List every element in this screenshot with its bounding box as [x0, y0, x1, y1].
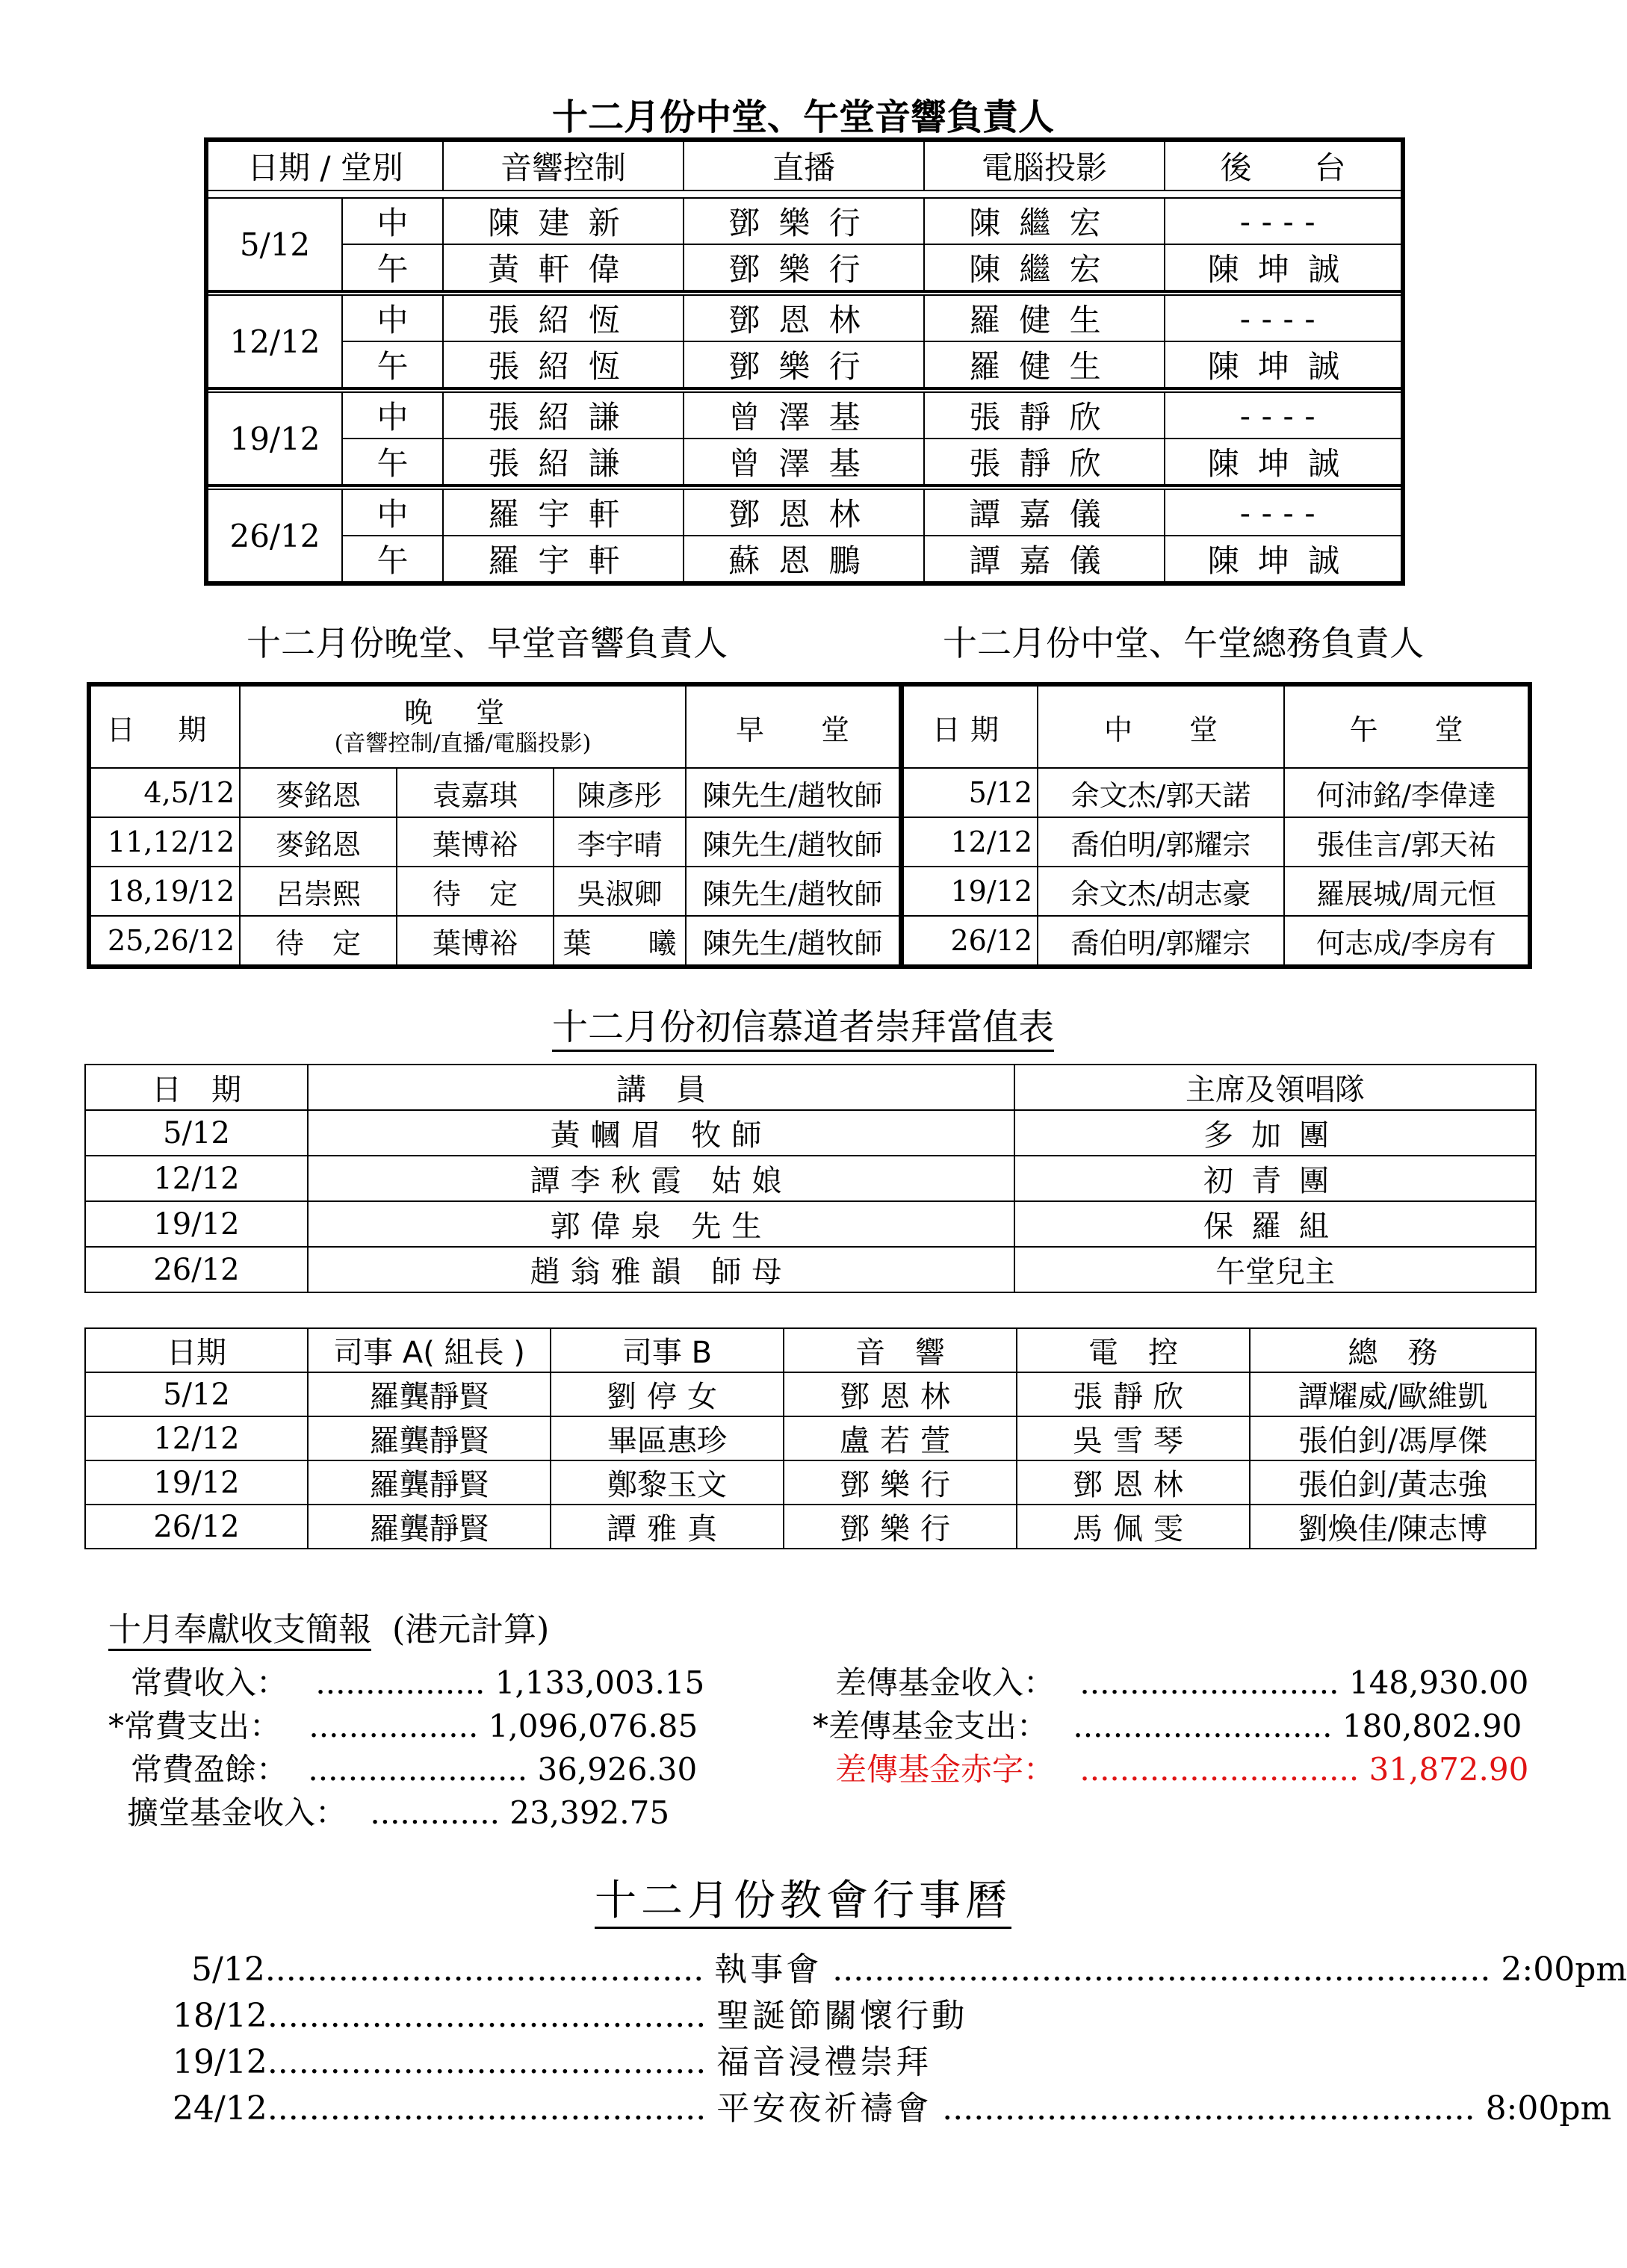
table-row: [85, 1201, 1536, 1247]
t5-cell: 譚雅真: [551, 1505, 784, 1549]
table-row: [208, 439, 1401, 486]
t1-cell: 張紹謙: [443, 439, 684, 486]
finance-right-row: [835, 1658, 1528, 1703]
t1-cell: 曾澤基: [684, 392, 924, 439]
t3-table: [902, 685, 1529, 966]
calendar-event: [173, 1989, 967, 2036]
t4-speaker: 趙翁雅韻 師母: [308, 1247, 1014, 1292]
table-row: [903, 867, 1528, 916]
t1-cell: 蘇恩鵬: [684, 536, 924, 582]
t4-speaker: 黃幗眉 牧師: [308, 1110, 1014, 1156]
t5-cell: 鄧樂行: [784, 1505, 1017, 1549]
t4-h-date: 日 期: [85, 1065, 308, 1110]
t2-cell: 陳先生/趙牧師: [686, 916, 899, 965]
finance-label: *差傳基金支出：: [813, 1708, 1049, 1744]
t1-table: [207, 140, 1402, 583]
t2-cell: 陳先生/趙牧師: [686, 817, 899, 867]
t5-cell: 張伯釗/黃志強: [1250, 1460, 1536, 1505]
t2-h-evening: [240, 686, 686, 768]
t1-svc: 午: [342, 536, 443, 582]
finance-title: [108, 1602, 549, 1650]
event-time: 8:00pm: [1485, 2089, 1612, 2128]
t5-cell: 劉煥佳/陳志博: [1250, 1505, 1536, 1549]
event-time: 2:00pm: [1501, 1951, 1627, 1989]
table-row: [85, 1156, 1536, 1201]
finance-value: 23,392.75: [509, 1794, 670, 1831]
event-date: 5/12: [191, 1951, 265, 1989]
table-row: [903, 916, 1528, 965]
t4-team: 保羅組: [1014, 1201, 1536, 1247]
table-row: [85, 1110, 1536, 1156]
t2-date: 4,5/12: [90, 768, 240, 817]
t2-date: 18,19/12: [90, 867, 240, 916]
t2-cell: 待 定: [397, 867, 554, 916]
t1-cell: 陳建新: [443, 198, 684, 244]
event-dots: ...............................................................: [832, 1951, 1491, 1989]
t5-cell: 盧若萱: [784, 1416, 1017, 1460]
finance-dots: ......................: [308, 1751, 528, 1788]
t1-cell: 陳坤誠: [1165, 244, 1401, 291]
t1-cell: 鄧樂行: [684, 341, 924, 388]
t5-cell: 鄧恩林: [1017, 1460, 1250, 1505]
t2-cell: 葉博裕: [397, 817, 554, 867]
event-dots: ...................................................: [942, 2089, 1475, 2128]
t1-cell: 譚嘉儀: [924, 489, 1165, 536]
finance-label: 常費收入：: [131, 1664, 288, 1701]
t1-cell: ----: [1165, 198, 1401, 244]
t5-cell: 畢區惠珍: [551, 1416, 784, 1460]
table-row: [90, 817, 899, 867]
t2-date: 11,12/12: [90, 817, 240, 867]
t1-h-proj: 電腦投影: [924, 141, 1165, 190]
t5-table: [84, 1327, 1537, 1549]
t4-team: 午堂兒主: [1014, 1247, 1536, 1292]
finance-left-row: [108, 1702, 698, 1747]
t1-cell: 陳坤誠: [1165, 341, 1401, 388]
t3-date: 5/12: [903, 768, 1038, 817]
calendar-event: [173, 2035, 932, 2083]
t1-title: 十二月份中堂、午堂音響負責人: [0, 88, 1606, 140]
t1-h-sound: 音響控制: [443, 141, 684, 190]
t5-cell: 張伯釗/馮厚傑: [1250, 1416, 1536, 1460]
t5-h-ctrl: 電 控: [1017, 1328, 1250, 1372]
t1-cell: 張紹恆: [443, 341, 684, 388]
finance-label: 常費盈餘：: [131, 1751, 288, 1788]
finance-title-text: 十月奉獻收支簡報: [108, 1611, 371, 1651]
t1-svc: 午: [342, 341, 443, 388]
event-dots: ..........................................: [267, 1997, 707, 2035]
t5-cell: 羅龔靜賢: [308, 1372, 551, 1416]
t1-date: 5/12: [208, 198, 342, 291]
t5-cell: 羅龔靜賢: [308, 1505, 551, 1549]
t1-cell: ----: [1165, 489, 1401, 536]
finance-value: 36,926.30: [537, 1751, 698, 1788]
calendar-event: [191, 1942, 1627, 1990]
t2-cell: 待 定: [240, 916, 397, 965]
t5-cell: 劉停女: [551, 1372, 784, 1416]
t2-h-date: 日 期: [90, 686, 240, 768]
table-row: [208, 341, 1401, 388]
t1-header-row: [208, 141, 1401, 190]
t1-date: 26/12: [208, 489, 342, 582]
table-row: [85, 1247, 1536, 1292]
t2-cell: 陳先生/趙牧師: [686, 768, 899, 817]
t1-cell: 張靜欣: [924, 392, 1165, 439]
t1-cell: 陳坤誠: [1165, 439, 1401, 486]
t3-cell: 羅展城/周元恒: [1284, 867, 1528, 916]
t2-cell: 葉博裕: [397, 916, 554, 965]
t3-cell: 何志成/李房有: [1284, 916, 1528, 965]
finance-dots: ..........................: [1073, 1708, 1333, 1744]
finance-right-row: [813, 1702, 1522, 1747]
finance-label: *常費支出：: [108, 1708, 282, 1744]
t3-h-aft: 午 堂: [1284, 686, 1528, 768]
t1-svc: 午: [342, 439, 443, 486]
t1-cell: 陳繼宏: [924, 244, 1165, 291]
calendar-title: 十二月份教會行事曆: [0, 1868, 1606, 1927]
t5-cell: 鄧恩林: [784, 1372, 1017, 1416]
t2-h-evening-sub: (音響控制/直播/電腦投影): [334, 730, 592, 757]
t5-cell: 吳雪琴: [1017, 1416, 1250, 1460]
t1-cell: 鄧樂行: [684, 198, 924, 244]
t2-cell: 呂崇熙: [240, 867, 397, 916]
event-dots: ..........................................: [267, 2089, 707, 2128]
table-row: [903, 768, 1528, 817]
t1-cell: 羅健生: [924, 295, 1165, 341]
t4-date: 26/12: [85, 1247, 308, 1292]
t5-cell: 羅龔靜賢: [308, 1460, 551, 1505]
t5-h-a: 司事 A( 組長 ): [308, 1328, 551, 1372]
t1-h-live: 直播: [684, 141, 924, 190]
t2-cell: 陳先生/趙牧師: [686, 867, 899, 916]
table-row: [85, 1460, 1536, 1505]
t1-cell: 鄧恩林: [684, 295, 924, 341]
t4-date: 19/12: [85, 1201, 308, 1247]
event-name: 平安夜祈禱會: [716, 2089, 932, 2128]
table-row: [208, 244, 1401, 291]
table-row: [90, 768, 899, 817]
t5-cell: 馬佩雯: [1017, 1505, 1250, 1549]
t2-cell: 袁嘉琪: [397, 768, 554, 817]
table-row: [85, 1505, 1536, 1549]
t3-cell: 余文杰/胡志豪: [1038, 867, 1284, 916]
finance-value: 180,802.90: [1342, 1708, 1522, 1744]
finance-label: 差傳基金收入：: [835, 1664, 1056, 1701]
table-row: [85, 1416, 1536, 1460]
event-name: 福音浸禮崇拜: [716, 2043, 932, 2081]
t4-speaker: 郭偉泉 先生: [308, 1201, 1014, 1247]
finance-dots: .................: [309, 1708, 479, 1744]
t5-date: 12/12: [85, 1416, 308, 1460]
t1-cell: 陳坤誠: [1165, 536, 1401, 582]
t2-h-morning: 早 堂: [686, 686, 899, 768]
t5-header-row: [85, 1328, 1536, 1372]
finance-value: 31,872.90: [1369, 1751, 1529, 1788]
table-row: [208, 392, 1401, 439]
t2-cell: 李宇晴: [554, 817, 686, 867]
t5-h-gen: 總 務: [1250, 1328, 1536, 1372]
calendar-event: [173, 2081, 1611, 2129]
t2-h-evening-label: 晚 堂: [404, 696, 521, 730]
t3-date: 12/12: [903, 817, 1038, 867]
t1-cell: 羅健生: [924, 341, 1165, 388]
t5-h-date: 日期: [85, 1328, 308, 1372]
t3-date: 19/12: [903, 867, 1038, 916]
t4-table: [84, 1064, 1537, 1293]
t4-h-team: 主席及領唱隊: [1014, 1065, 1536, 1110]
t4-date: 5/12: [85, 1110, 308, 1156]
t1-cell: 鄧恩林: [684, 489, 924, 536]
finance-value: 148,930.00: [1348, 1664, 1529, 1701]
event-dots: ..........................................: [264, 1951, 704, 1989]
t4-team: 初青團: [1014, 1156, 1536, 1201]
t2-title: 十二月份晚堂、早堂音響負責人: [247, 623, 728, 663]
finance-deficit-row: [835, 1745, 1528, 1790]
t5-h-sound: 音 響: [784, 1328, 1017, 1372]
event-date: 18/12: [173, 1997, 267, 2035]
table-row: [208, 489, 1401, 536]
finance-title-note: (港元計算): [392, 1611, 550, 1649]
finance-left-row: [127, 1788, 669, 1833]
t1-h-date: 日期 / 堂別: [208, 141, 443, 190]
t3-title: 十二月份中堂、午堂總務負責人: [943, 623, 1424, 663]
t1-cell: 曾澤基: [684, 439, 924, 486]
t2-cell: 陳彥彤: [554, 768, 686, 817]
t1-date: 12/12: [208, 295, 342, 388]
t4-title: 十二月份初信慕道者崇拜當值表: [0, 998, 1606, 1050]
t3-h-mid: 中 堂: [1038, 686, 1284, 768]
event-date: 24/12: [173, 2089, 267, 2128]
t1-svc: 中: [342, 392, 443, 439]
t3-cell: 何沛銘/李偉達: [1284, 768, 1528, 817]
t1-cell: 羅宇軒: [443, 536, 684, 582]
t1-svc: 中: [342, 198, 443, 244]
t1-svc: 中: [342, 489, 443, 536]
t5-h-b: 司事 B: [551, 1328, 784, 1372]
finance-left-row: [131, 1745, 697, 1790]
t1-h-back: 後 台: [1165, 141, 1401, 190]
t3-header-row: [903, 686, 1528, 768]
t1-cell: 羅宇軒: [443, 489, 684, 536]
finance-dots: .............: [370, 1794, 500, 1831]
t5-cell: 鄧樂行: [784, 1460, 1017, 1505]
t1-date: 19/12: [208, 392, 342, 486]
t2-cell: 吳淑卿: [554, 867, 686, 916]
t1-cell: 張靜欣: [924, 439, 1165, 486]
table-row: [208, 295, 1401, 341]
t5-cell: 羅龔靜賢: [308, 1416, 551, 1460]
t3-cell: 喬伯明/郭耀宗: [1038, 916, 1284, 965]
event-dots: ..........................................: [267, 2043, 707, 2081]
t3-cell: 余文杰/郭天諾: [1038, 768, 1284, 817]
table-row: [90, 867, 899, 916]
t3-h-date: 日期: [903, 686, 1038, 768]
t4-h-speaker: 講 員: [308, 1065, 1014, 1110]
t2-header-row: [90, 686, 899, 768]
event-name: 聖誕節關懷行動: [716, 1997, 968, 2035]
finance-value: 1,133,003.15: [495, 1664, 705, 1701]
finance-label: 擴堂基金收入：: [127, 1794, 347, 1831]
t1-cell: ----: [1165, 392, 1401, 439]
t1-cell: 陳繼宏: [924, 198, 1165, 244]
t1-cell: 譚嘉儀: [924, 536, 1165, 582]
t1-cell: 張紹謙: [443, 392, 684, 439]
t4-speaker: 譚李秋霞 姑娘: [308, 1156, 1014, 1201]
t1-cell: 鄧樂行: [684, 244, 924, 291]
finance-value: 1,096,076.85: [488, 1708, 698, 1744]
finance-label: 差傳基金赤字：: [835, 1751, 1056, 1788]
t2-cell: 麥銘恩: [240, 768, 397, 817]
t1-svc: 中: [342, 295, 443, 341]
t2-date: 25,26/12: [90, 916, 240, 965]
t5-cell: 張靜欣: [1017, 1372, 1250, 1416]
t4-team: 多加團: [1014, 1110, 1536, 1156]
t5-date: 19/12: [85, 1460, 308, 1505]
t1-cell: 張紹恆: [443, 295, 684, 341]
t5-date: 5/12: [85, 1372, 308, 1416]
t5-cell: 鄭黎玉文: [551, 1460, 784, 1505]
event-date: 19/12: [173, 2043, 267, 2081]
finance-dots: .................: [315, 1664, 486, 1701]
finance-dots: ..........................: [1079, 1664, 1339, 1701]
t2-table: [90, 685, 900, 966]
t5-date: 26/12: [85, 1505, 308, 1549]
t4-date: 12/12: [85, 1156, 308, 1201]
t1-cell: 黃軒偉: [443, 244, 684, 291]
t1-cell: ----: [1165, 295, 1401, 341]
t2-cell: 麥銘恩: [240, 817, 397, 867]
table-row: [208, 536, 1401, 582]
t5-cell: 譚耀威/歐維凱: [1250, 1372, 1536, 1416]
event-name: 執事會: [714, 1951, 822, 1989]
t4-header-row: [85, 1065, 1536, 1110]
finance-left-row: [131, 1658, 704, 1703]
table-row: [903, 817, 1528, 867]
t3-date: 26/12: [903, 916, 1038, 965]
t2-cell: 葉 曦: [554, 916, 686, 965]
table-row: [85, 1372, 1536, 1416]
finance-dots: ............................: [1079, 1751, 1360, 1788]
t1-svc: 午: [342, 244, 443, 291]
t3-cell: 張佳言/郭天祐: [1284, 817, 1528, 867]
table-row: [208, 198, 1401, 244]
table-row: [90, 916, 899, 965]
t3-cell: 喬伯明/郭耀宗: [1038, 817, 1284, 867]
